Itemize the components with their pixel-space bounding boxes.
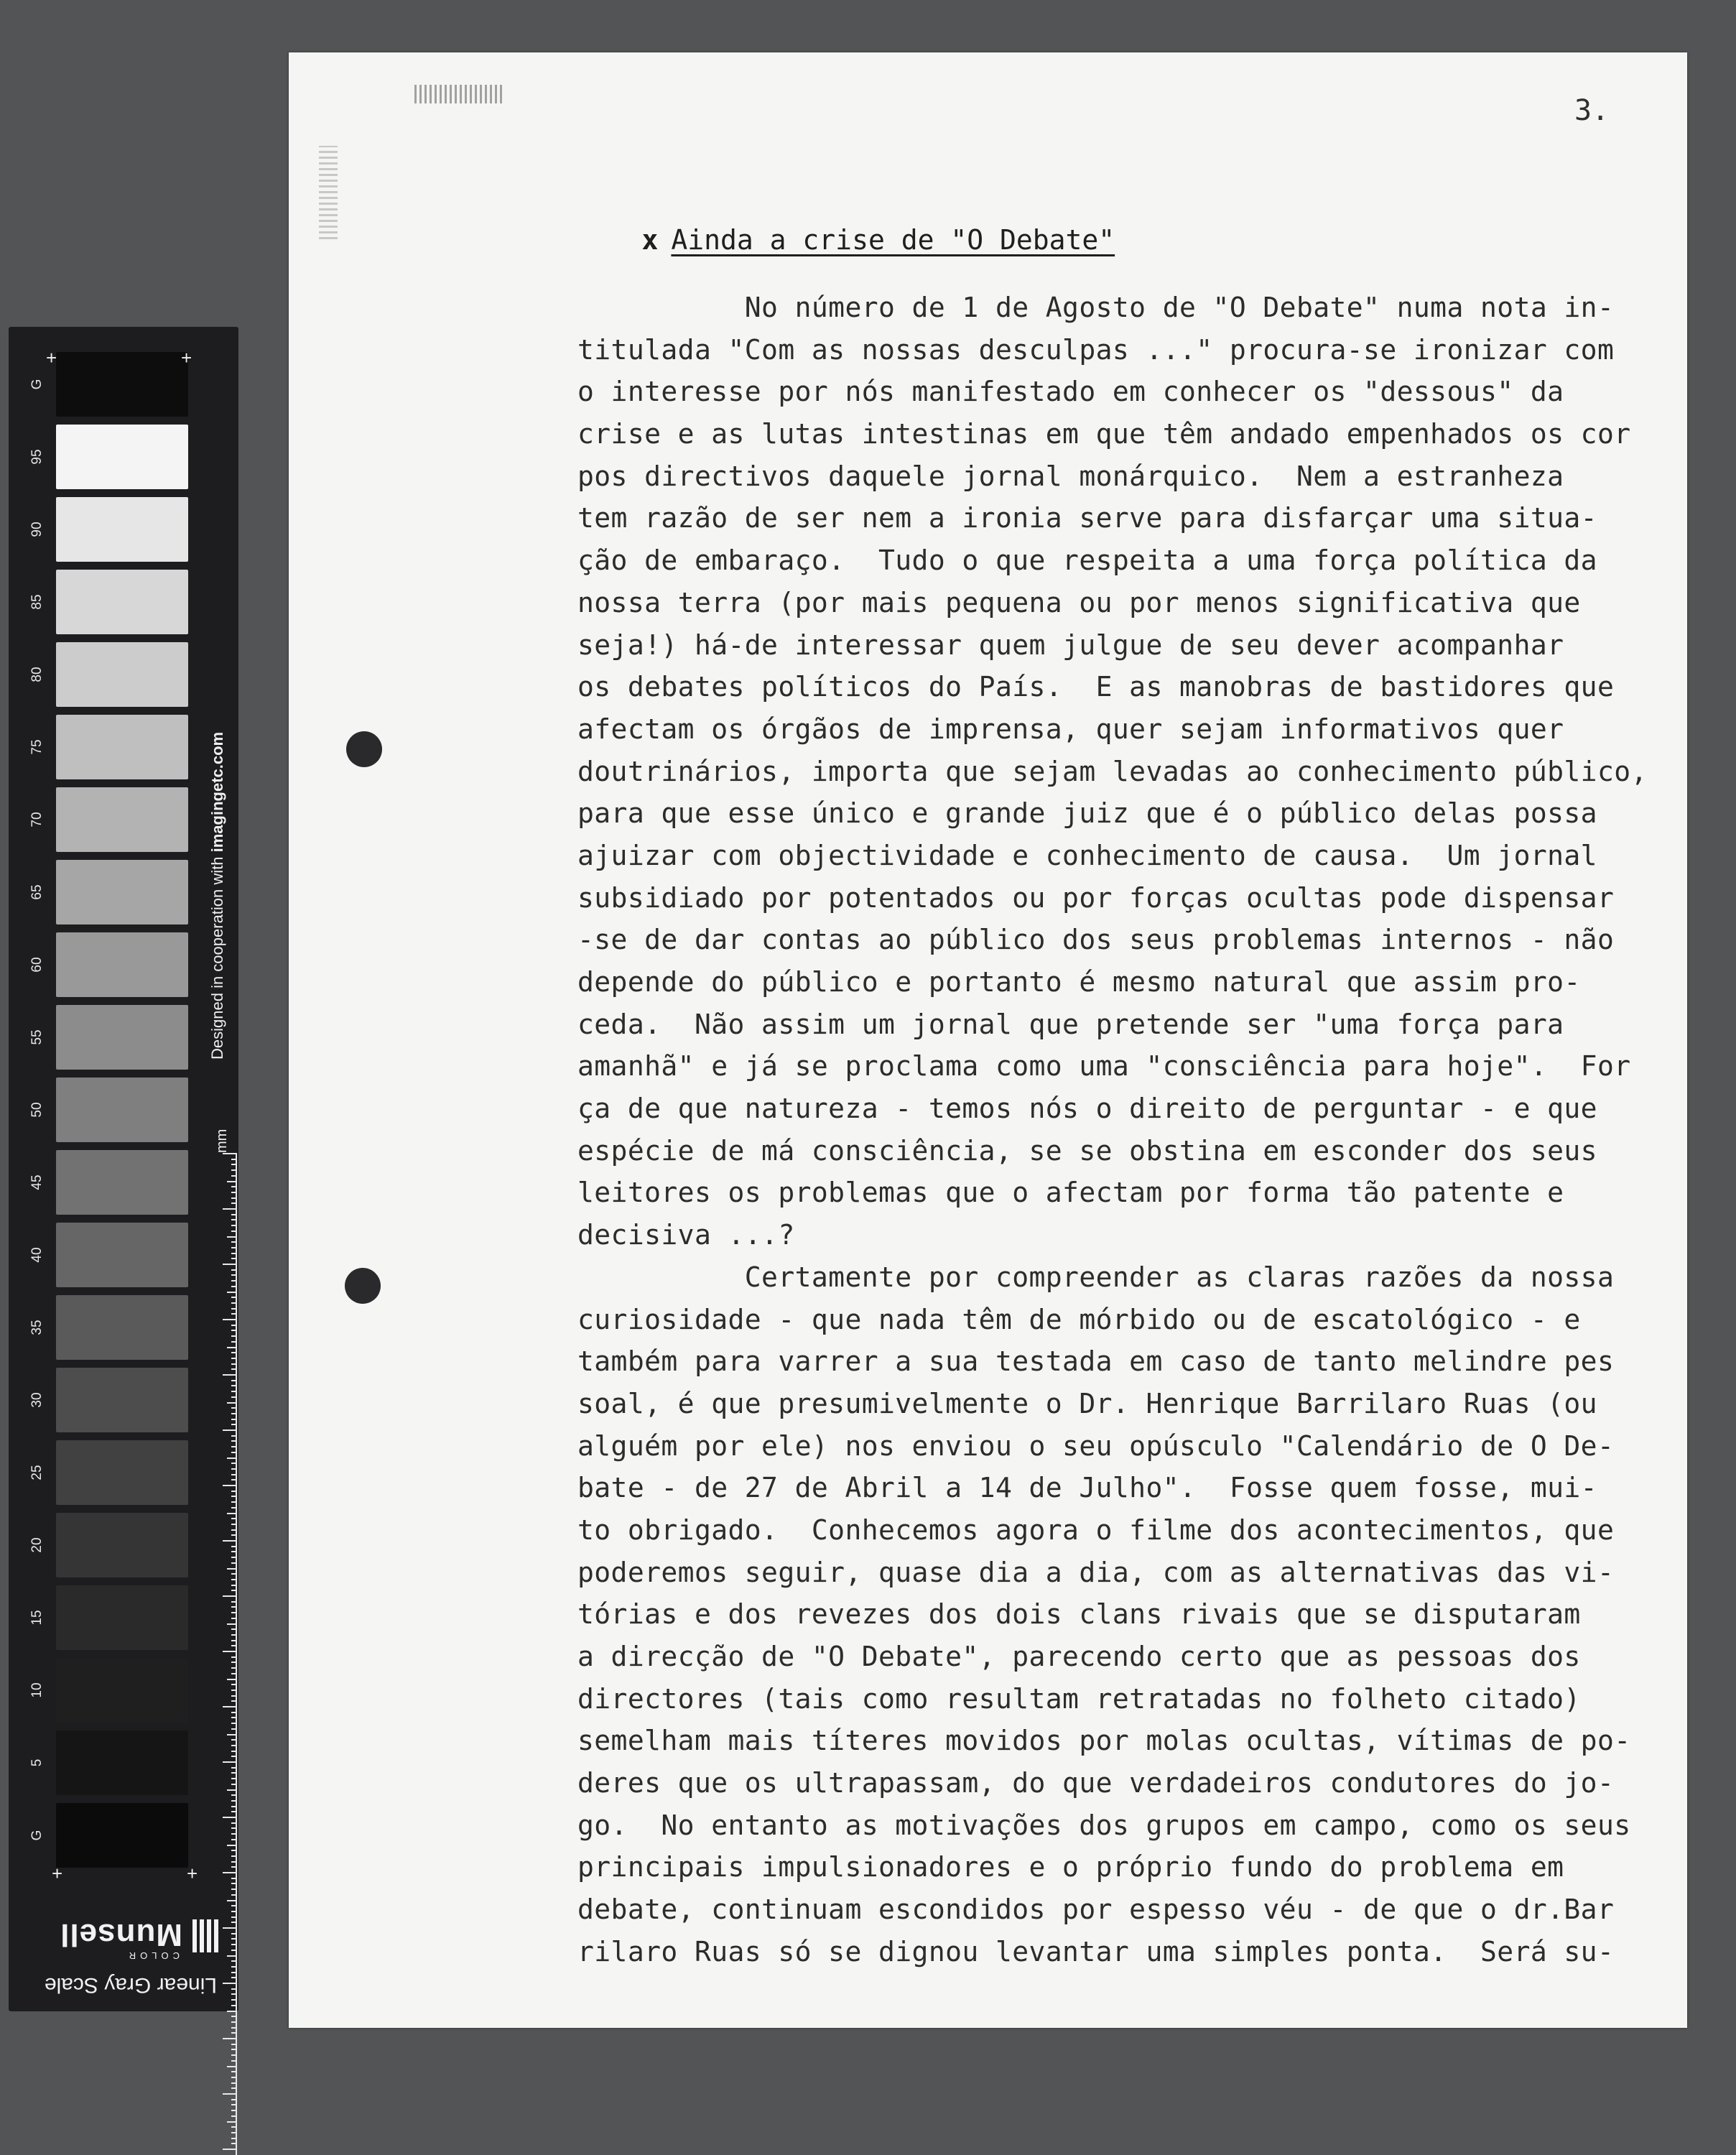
ruler-tick [231,1850,237,1851]
ruler-tick [231,1231,237,1232]
ruler-tick [231,1562,237,1564]
ruler-tick [231,1772,237,1774]
card-title: Linear Gray Scale [44,1973,217,1997]
ruler-tick [223,2038,237,2039]
ruler-tick [231,1573,237,1575]
ruler-tick [231,1368,237,1370]
ruler-tick [231,1950,237,1951]
ruler-tick [231,1690,237,1691]
ruler-tick [231,1557,237,1558]
ruler-tick [227,1623,237,1625]
ruler-tick [227,1402,237,1404]
gray-patch [56,1440,188,1505]
ruler-tick [231,1468,237,1470]
ruler-tick [231,2132,237,2133]
text-line: titulada "Com as nossas desculpas ..." procura-se ironizar com [577,333,1615,366]
ruler-tick [231,1723,237,1724]
ruler-tick [231,1794,237,1796]
ruler-tick [231,1960,237,1962]
ruler-tick [227,1789,237,1791]
ruler-tick [231,1159,237,1160]
ruler-tick [227,1845,237,1846]
ruler-tick [227,1679,237,1680]
registration-mark: + [46,347,57,369]
ruler-tick [231,1767,237,1769]
ruler-tick [231,1988,237,1990]
text-line: o interesse por nós manifestado em conhecer os "dessous" da [577,376,1564,408]
card-brand-block [23,1904,224,1997]
ruler-tick [231,1866,237,1868]
step-label: 85 [29,594,45,610]
ruler-tick [231,1407,237,1409]
ruler-tick [231,1662,237,1663]
ruler-tick [231,1827,237,1829]
ruler-tick [227,1568,237,1570]
ruler-tick [231,2077,237,2078]
ruler-tick [231,2021,237,2023]
ruler-tick [223,1208,237,1210]
ruler-tick [231,1938,237,1940]
ruler-tick [231,1700,237,1702]
text-line: to obrigado. Conhecemos agora o filme dos acontecimentos, que [577,1514,1615,1546]
text-line: go. No entanto as motivações dos grupos em campo, como os seus [577,1809,1631,1841]
ruler-tick [223,1540,237,1542]
ruler-tick [231,1247,237,1248]
text-line: deres que os ultrapassam, do que verdadeiros condutores do jo- [577,1767,1615,1799]
ruler-tick [231,1972,237,1973]
text-line: os debates políticos do País. E as manobras de bastidores que [577,671,1615,703]
ruler-tick [231,1739,237,1741]
ruler-tick [231,1219,237,1220]
text-line: também para varrer a sua testada em caso de tanto melindre pes [577,1345,1615,1378]
ruler-tick [231,2032,237,2034]
document-title [576,193,1115,287]
ruler-tick [231,1474,237,1475]
ruler-tick [231,1214,237,1215]
ruler-tick [231,1822,237,1824]
ruler-tick [231,2082,237,2084]
ruler-tick [231,1424,237,1425]
ruler-tick [231,1673,237,1674]
step-label: 35 [29,1320,45,1335]
gray-patch [56,1005,188,1070]
ruler-tick [227,1181,237,1182]
ruler-tick [227,1955,237,1957]
ruler-tick [227,1347,237,1348]
ruler-tick [227,2066,237,2067]
ruler-tick [231,1175,237,1177]
ruler-tick [231,1501,237,1503]
ruler-tick [231,1391,237,1392]
gray-patch [56,787,188,852]
ruler-tick [231,1534,237,1536]
text-line: soal, é que presumivelmente o Dr. Henrique Barrilaro Ruas (ou [577,1387,1597,1419]
text-line: curiosidade - que nada têm de mórbido ou de escatológico - e [577,1303,1581,1335]
step-label: 30 [29,1392,45,1408]
ruler-tick [231,1585,237,1586]
ruler-tick [231,1435,237,1437]
gray-patch [56,1295,188,1360]
ruler-tick [227,1236,237,1238]
text-line: alguém por ele) nos enviou o seu opúsculo "Calendário de O De- [577,1429,1615,1462]
step-label: 45 [29,1174,45,1190]
ruler-tick [231,1966,237,1968]
ruler-tick [231,1839,237,1840]
ruler-tick [231,2110,237,2111]
ruler-tick [231,1241,237,1243]
title-text: Ainda a crise de "O Debate" [671,224,1115,256]
ruler-tick [231,2087,237,2089]
gray-patch [56,1658,188,1723]
ruler-tick [231,1800,237,1802]
ruler-tick [231,1911,237,1912]
text-line: a direcção de "O Debate", parecendo certo que as pessoas dos [577,1641,1581,1672]
gray-patch [56,1368,188,1432]
step-label: 5 [29,1758,45,1767]
gray-patch [56,1730,188,1795]
ruler-tick [231,1778,237,1779]
ruler-tick [231,1496,237,1497]
ruler-tick [231,1274,237,1276]
ruler-tick [231,1524,237,1525]
text-line: tem razão de ser nem a ironia serve para disfarçar uma situa- [577,502,1597,534]
ruler-tick [231,2126,237,2128]
ruler-tick [223,1374,237,1376]
registration-mark: + [181,347,192,369]
ruler-tick [231,1717,237,1718]
ruler-tick [231,1993,237,1995]
ruler-tick [231,1628,237,1630]
text-line: principais impulsionadores e o próprio fundo do problema em [577,1851,1564,1883]
ruler-tick [231,1922,237,1923]
step-label: 95 [29,449,45,465]
ruler-tick [223,1761,237,1763]
ruler-tick [231,1325,237,1326]
text-line: subsidiado por potentados ou por forças ocultas pode dispensar [577,881,1615,914]
ruler-tick [231,1546,237,1547]
text-line: semelham mais títeres movidos por molas ocultas, vítimas de po- [577,1725,1631,1757]
ruler-tick [231,1452,237,1453]
ruler-tick [227,2011,237,2012]
ruler-tick [231,1308,237,1310]
punch-hole [345,1268,381,1304]
ruler-tick [231,1905,237,1906]
ruler-tick [231,1551,237,1552]
ruler-tick [231,1286,237,1287]
ruler-tick [231,1811,237,1812]
title-mark: x [641,224,659,256]
credit-brand: imagingetc.com [208,731,226,853]
ruler-tick [231,1855,237,1857]
ruler-tick [223,1153,237,1154]
ruler-tick [231,1253,237,1254]
text-line: decisiva ...? [577,1219,795,1251]
page-number: 3. [1574,94,1610,127]
gray-patch [56,352,188,417]
text-line: ajuizar com objectividade e conhecimento de causa. Um jornal [577,839,1597,871]
gray-patch [56,570,188,634]
gray-patch [56,715,188,779]
registration-mark: + [187,1863,198,1884]
ruler-tick [227,1513,237,1514]
ruler-tick [231,1385,237,1386]
text-line: doutrinários, importa que sejam levadas ao conhecimento público, [577,755,1648,787]
step-label: 50 [29,1102,45,1118]
ruler-tick [223,1319,237,1320]
text-line: No número de 1 de Agosto de "O Debate" numa nota in- [577,292,1615,323]
step-label: 25 [29,1465,45,1480]
archive-stamp-vertical [319,146,338,239]
text-line: amanhã" e já se proclama como uma "consciência para hoje". For [577,1050,1631,1083]
ruler-tick [231,1606,237,1608]
gray-patch [56,497,188,562]
ruler-tick [231,1197,237,1199]
ruler-tick [231,1917,237,1918]
ruler-unit: mm [214,1129,230,1153]
ruler-tick [231,1667,237,1669]
ruler-tick [231,1269,237,1271]
registration-mark: + [52,1863,63,1884]
ruler-tick [231,2005,237,2006]
text-line: pos directivos daquele jornal monárquico. Nem a estranheza [577,460,1564,492]
ruler-tick [231,1784,237,1785]
ruler-tick [223,1872,237,1873]
step-label: 90 [29,522,45,537]
gray-patch [56,1803,188,1868]
document-page [289,52,1687,2028]
ruler-tick [231,2115,237,2117]
ruler-tick [231,1202,237,1204]
gray-patch [56,1150,188,1215]
ruler-tick [223,1264,237,1265]
gray-patch [56,642,188,707]
step-label: G [29,379,45,390]
text-line: directores (tais como resultam retratadas no folheto citado) [577,1682,1581,1715]
step-label: 20 [29,1537,45,1553]
ruler-tick [231,2104,237,2105]
ruler-tick [231,1164,237,1165]
ruler-tick [231,2027,237,2029]
card-credit [208,732,227,1060]
archive-stamp [414,85,504,103]
text-line: ceda. Não assim um jornal que pretende ser "uma força para [577,1008,1564,1040]
step-label: 80 [29,667,45,682]
step-label: 55 [29,1029,45,1045]
ruler-tick [231,1751,237,1752]
text-line: -se de dar contas ao público dos seus problemas internos - não [577,924,1615,956]
text-line: ça de que natureza - temos nós o direito de perguntar - e que [577,1093,1597,1125]
ruler-tick [231,1894,237,1896]
punch-hole [346,731,382,767]
gray-patch [56,1585,188,1650]
text-line: espécie de má consciência, se se obstina em esconder dos seus [577,1134,1597,1167]
brand-name: Munsell [60,1917,182,1952]
ruler-tick [231,1258,237,1259]
ruler-tick [231,1419,237,1420]
ruler-tick [223,2093,237,2095]
brand-sub: COLOR [124,1950,180,1961]
ruler-tick [231,1601,237,1603]
ruler-tick [231,1529,237,1531]
ruler-tick [231,1590,237,1591]
text-line: poderemos seguir, quase dia a dia, com as alternativas das vi- [577,1556,1615,1588]
ruler-tick [231,1645,237,1646]
ruler-tick [231,2099,237,2100]
text-line: nossa terra (por mais pequena ou por menos significativa que [577,586,1581,618]
text-line: tórias e dos revezes dos dois clans rivais que se disputaram [577,1598,1581,1631]
ruler-tick [231,1341,237,1343]
ruler-tick [231,1297,237,1298]
ruler-tick [231,1579,237,1580]
ruler-tick [227,1292,237,1293]
step-label: 10 [29,1682,45,1698]
ruler-tick [223,1983,237,1984]
ruler-tick [223,1485,237,1486]
ruler-tick [223,1429,237,1431]
ruler-tick [223,2149,237,2150]
ruler-tick [231,1186,237,1187]
ruler-tick [231,1888,237,1890]
step-label: 40 [29,1247,45,1263]
ruler-tick [231,1695,237,1697]
text-line: crise e as lutas intestinas em que têm andado empenhados os cor [577,418,1631,450]
ruler-tick [231,1302,237,1304]
text-line: seja!) há-de interessar quem julgue de seu dever acompanhar [577,629,1564,661]
step-label: G [29,1830,45,1841]
ruler-tick [231,1363,237,1365]
step-label: 65 [29,884,45,900]
ruler-tick [231,1878,237,1879]
ruler-tick [227,1457,237,1459]
ruler-tick [231,1280,237,1282]
text-line: ção de embaraço. Tudo o que respeita a uma força política da [577,544,1597,577]
text-line: depende do público e portanto é mesmo natural que assim pro- [577,966,1581,998]
step-label: 15 [29,1610,45,1626]
ruler-tick [231,1518,237,1519]
gray-patch [56,425,188,489]
text-line: leitores os problemas que o afectam por forma tão patente e [577,1177,1564,1209]
document-body [577,287,1669,1973]
text-line: afectam os órgãos de imprensa, quer sejam informativos quer [577,713,1564,745]
ruler-tick [231,1712,237,1713]
ruler-tick [231,1169,237,1171]
gray-patch [56,860,188,924]
ruler-tick [231,1463,237,1464]
ruler-tick [231,1883,237,1884]
gray-patch [56,932,188,997]
ruler-tick [231,1225,237,1226]
ruler-tick [227,2121,237,2123]
munsell-logo-icon [190,1919,218,1952]
ruler-tick [231,1380,237,1381]
ruler-tick [231,1396,237,1398]
ruler-tick [231,1352,237,1353]
ruler-tick [223,1817,237,1818]
gray-patch [56,1223,188,1287]
ruler-tick [231,1806,237,1807]
ruler-tick [231,1640,237,1641]
ruler-tick [231,1330,237,1331]
ruler-tick [231,2044,237,2045]
gray-patches [56,352,197,1876]
ruler-tick [231,2143,237,2144]
ruler-tick [231,1833,237,1835]
ruler-tick [231,2060,237,2062]
ruler-tick [231,1612,237,1613]
mm-ruler [217,1153,237,2155]
ruler-tick [231,2054,237,2056]
step-label: 60 [29,957,45,973]
text-line: bate - de 27 de Abril a 14 de Julho". Fosse quem fosse, mui- [577,1472,1597,1504]
ruler-tick [227,1900,237,1901]
step-label: 70 [29,812,45,828]
ruler-tick [231,1634,237,1636]
ruler-tick [223,1595,237,1597]
ruler-tick [231,1335,237,1337]
ruler-tick [231,1999,237,2001]
ruler-tick [231,1446,237,1447]
text-line: rilaro Ruas só se dignou levantar uma simples ponta. Será su- [577,1935,1615,1968]
ruler-tick [231,2049,237,2050]
ruler-tick [231,1618,237,1619]
ruler-tick [231,2138,237,2139]
ruler-tick [231,1413,237,1414]
ruler-tick [231,1745,237,1746]
text-line: Certamente por compreender as claras razões da nossa [577,1261,1615,1293]
step-label: 75 [29,739,45,755]
ruler-tick [231,1358,237,1359]
gray-patch [56,1078,188,1142]
credit-prefix: Designed in cooperation with [208,852,226,1060]
ruler-tick [231,1977,237,1978]
ruler-tick [231,1313,237,1315]
ruler-tick [231,1728,237,1730]
ruler-tick [231,1479,237,1480]
ruler-tick [231,1507,237,1508]
ruler-tick [231,1491,237,1492]
ruler-tick [231,1192,237,1193]
ruler-tick [231,1684,237,1685]
ruler-tick [223,1927,237,1929]
gray-scale-card [9,327,238,2011]
ruler-tick [231,1756,237,1757]
text-line: debate, continuam escondidos por espesso véu - de que o dr.Bar [577,1894,1615,1926]
text-line: para que esse único e grande juiz que é o público delas possa [577,797,1597,830]
ruler-tick [231,1933,237,1934]
ruler-tick [231,1440,237,1442]
ruler-tick [223,1706,237,1707]
ruler-tick [231,1656,237,1658]
ruler-tick [231,1944,237,1945]
ruler-tick [231,2016,237,2017]
ruler-tick [231,1861,237,1863]
gray-patch [56,1513,188,1577]
ruler-tick [223,1651,237,1652]
ruler-tick [227,1734,237,1735]
